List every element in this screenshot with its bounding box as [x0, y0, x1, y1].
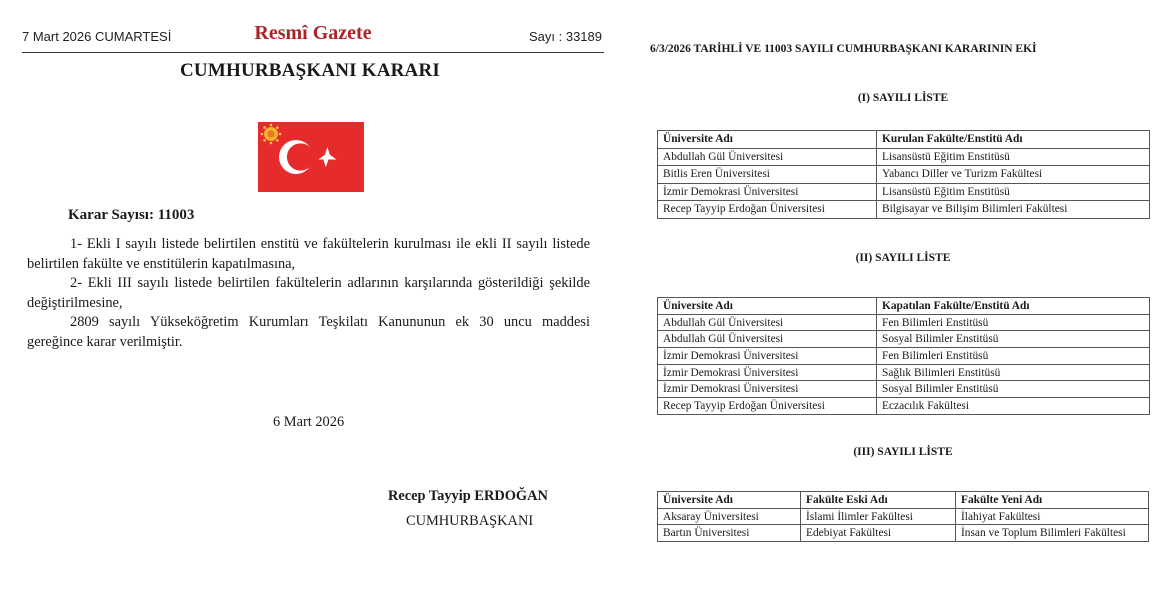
university-cell: Abdullah Gül Üniversitesi	[658, 148, 877, 166]
decree-date: 6 Mart 2026	[273, 414, 345, 430]
university-cell: İzmir Demokrasi Üniversitesi	[658, 381, 877, 398]
table-row	[658, 166, 1150, 184]
university-cell: İzmir Demokrasi Üniversitesi	[658, 183, 877, 201]
table-header-row	[658, 298, 1150, 315]
university-cell: Abdullah Gül Üniversitesi	[658, 331, 877, 348]
faculty-cell: Eczacılık Fakültesi	[877, 398, 1150, 415]
table-row	[658, 508, 1149, 525]
university-cell: İzmir Demokrasi Üniversitesi	[658, 348, 877, 365]
university-cell: İzmir Demokrasi Üniversitesi	[658, 364, 877, 381]
table-row	[658, 148, 1150, 166]
gazette-date: 7 Mart 2026 CUMARTESİ	[22, 29, 172, 44]
table-header-row	[658, 131, 1150, 149]
column-header: Üniversite Adı	[658, 492, 801, 509]
university-cell: Aksaray Üniversitesi	[658, 508, 801, 525]
decree-article-1: 1- Ekli I sayılı listede belirtilen enstitü ve fakültelerin kurulması ile ekli II sayılı listede belirtilen fakülte ve enstitülerin kapatılmasına,	[27, 236, 590, 272]
table-header-row	[658, 492, 1149, 509]
column-header: Kurulan Fakülte/Enstitü Adı	[877, 131, 1150, 149]
new-faculty-name-cell: İlahiyat Fakültesi	[956, 508, 1149, 525]
decree-article-2: 2- Ekli III sayılı listede belirtilen fakültelerin adlarının karşılarında gösterildiği şekilde değiştirilmesine,	[27, 275, 590, 311]
faculty-cell: Lisansüstü Eğitim Enstitüsü	[877, 183, 1150, 201]
old-faculty-name-cell: İslami İlimler Fakültesi	[801, 508, 956, 525]
faculty-cell: Sağlık Bilimleri Enstitüsü	[877, 364, 1150, 381]
list-2-table	[657, 297, 1150, 415]
table-row	[658, 381, 1150, 398]
table-row	[658, 525, 1149, 542]
list-1-table	[657, 130, 1150, 219]
list-3-table	[657, 491, 1149, 542]
list-3-title: (III) SAYILI LİSTE	[853, 446, 953, 458]
old-faculty-name-cell: Edebiyat Fakültesi	[801, 525, 956, 542]
university-cell: Recep Tayyip Erdoğan Üniversitesi	[658, 398, 877, 415]
column-header: Fakülte Yeni Adı	[956, 492, 1149, 509]
decree-legal-basis: 2809 sayılı Yükseköğretim Kurumları Teşkilatı Kanununun ek 30 uncu maddesi gereğince karar verilmiştir.	[27, 314, 590, 350]
table-row	[658, 201, 1150, 219]
table-row	[658, 364, 1150, 381]
faculty-cell: Lisansüstü Eğitim Enstitüsü	[877, 148, 1150, 166]
decree-title: CUMHURBAŞKANI KARARI	[180, 60, 440, 81]
column-header: Kapatılan Fakülte/Enstitü Adı	[877, 298, 1150, 315]
list-1-title: (I) SAYILI LİSTE	[857, 92, 949, 104]
gazette-title: Resmî Gazete	[254, 22, 372, 44]
signer-title: CUMHURBAŞKANI	[406, 513, 534, 529]
faculty-cell: Sosyal Bilimler Enstitüsü	[877, 381, 1150, 398]
university-cell: Abdullah Gül Üniversitesi	[658, 314, 877, 331]
faculty-cell: Fen Bilimleri Enstitüsü	[877, 348, 1150, 365]
gazette-issue-number: Sayı : 33189	[529, 29, 602, 44]
list-2-title: (II) SAYILI LİSTE	[855, 252, 951, 264]
decree-number: Karar Sayısı: 11003	[68, 207, 195, 223]
table-row	[658, 331, 1150, 348]
annex-page	[630, 0, 1166, 590]
table-row	[658, 348, 1150, 365]
table-row	[658, 398, 1150, 415]
university-cell: Bartın Üniversitesi	[658, 525, 801, 542]
column-header: Üniversite Adı	[658, 298, 877, 315]
faculty-cell: Fen Bilimleri Enstitüsü	[877, 314, 1150, 331]
new-faculty-name-cell: İnsan ve Toplum Bilimleri Fakültesi	[956, 525, 1149, 542]
university-cell: Bitlis Eren Üniversitesi	[658, 166, 877, 184]
table-row	[658, 183, 1150, 201]
decree-body	[27, 235, 590, 353]
annex-title: 6/3/2026 TARİHLİ VE 11003 SAYILI CUMHURBAŞKANI KARARININ EKİ	[650, 43, 1037, 55]
column-header: Üniversite Adı	[658, 131, 877, 149]
column-header: Fakülte Eski Adı	[801, 492, 956, 509]
gazette-header	[22, 22, 604, 53]
turkish-presidential-flag-icon	[258, 122, 364, 192]
faculty-cell: Yabancı Diller ve Turizm Fakültesi	[877, 166, 1150, 184]
faculty-cell: Bilgisayar ve Bilişim Bilimleri Fakültesi	[877, 201, 1150, 219]
university-cell: Recep Tayyip Erdoğan Üniversitesi	[658, 201, 877, 219]
signer-name: Recep Tayyip ERDOĞAN	[388, 488, 548, 504]
faculty-cell: Sosyal Bilimler Enstitüsü	[877, 331, 1150, 348]
table-row	[658, 314, 1150, 331]
